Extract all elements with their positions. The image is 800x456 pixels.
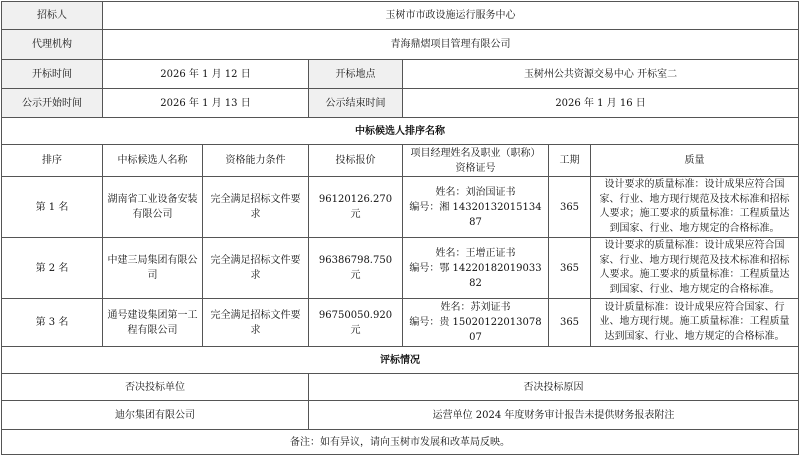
period-cell: 365 bbox=[549, 238, 591, 299]
evaluation-title: 评标情况 bbox=[2, 347, 799, 374]
col-header-quality: 质量 bbox=[591, 145, 799, 177]
publicity-start-label: 公示开始时间 bbox=[2, 89, 103, 118]
table-row bbox=[2, 299, 799, 347]
manager-name: 姓名：刘治国证书 bbox=[435, 186, 516, 198]
rank-cell: 第 2 名 bbox=[2, 238, 103, 299]
candidate-name: 湖南省工业设备安装有限公司 bbox=[103, 177, 203, 238]
manager-name: 姓名：王增正证书 bbox=[435, 247, 516, 259]
open-row bbox=[2, 60, 799, 89]
quality-cell: 设计要求的质量标准：设计成果应符合国家、行业、地方现行规范及技术标准和招标人要求。施工要求的质量标准：工程质量达到国家、行业、地方规定的合格标准。 bbox=[591, 238, 799, 299]
tenderer-label: 招标人 bbox=[2, 2, 103, 30]
table-row bbox=[2, 177, 799, 238]
manager-name: 姓名：苏刘证书 bbox=[440, 302, 511, 313]
rejected-reason-label: 否决投标原因 bbox=[309, 374, 799, 401]
note-text: 备注：如有异议，请向玉树市发展和改革局反映。 bbox=[2, 430, 799, 455]
price-cell: 96750050.920 元 bbox=[309, 299, 403, 347]
ranking-title-row bbox=[2, 118, 799, 145]
manager-cert: 编号：贵 1502012201307807 bbox=[409, 317, 542, 343]
publicity-start-value: 2026 年 1 月 13 日 bbox=[103, 89, 309, 118]
open-time-label: 开标时间 bbox=[2, 60, 103, 89]
rejected-unit-label: 否决投标单位 bbox=[2, 374, 309, 401]
col-header-name: 中标候选人名称 bbox=[103, 145, 203, 177]
note-row bbox=[2, 430, 799, 455]
publicity-end-label: 公示结束时间 bbox=[309, 89, 403, 118]
rejected-reason-value: 运营单位 2024 年度财务审计报告未提供财务报表附注 bbox=[309, 401, 799, 430]
price-cell: 96386798.750 元 bbox=[309, 238, 403, 299]
rank-cell: 第 3 名 bbox=[2, 299, 103, 347]
ranking-header-row bbox=[2, 145, 799, 177]
bid-result-table bbox=[1, 1, 799, 455]
price-cell: 96120126.270 元 bbox=[309, 177, 403, 238]
publicity-row bbox=[2, 89, 799, 118]
agency-row bbox=[2, 30, 799, 60]
tenderer-row bbox=[2, 2, 799, 30]
table-row bbox=[2, 238, 799, 299]
publicity-end-value: 2026 年 1 月 16 日 bbox=[403, 89, 799, 118]
rejected-unit-value: 迪尔集团有限公司 bbox=[2, 401, 309, 430]
col-header-price: 投标报价 bbox=[309, 145, 403, 177]
manager-cell bbox=[403, 238, 549, 299]
quality-cell: 设计质量标准：设计成果应符合国家、行业、地方现行规。施工质量标准：工程质量达到国家、行业、地方规定的合格标准。 bbox=[591, 299, 799, 347]
evaluation-title-row bbox=[2, 347, 799, 374]
period-cell: 365 bbox=[549, 299, 591, 347]
candidate-name: 中建三局集团有限公司 bbox=[103, 238, 203, 299]
ranking-title: 中标候选人排序名称 bbox=[2, 118, 799, 145]
open-place-label: 开标地点 bbox=[309, 60, 403, 89]
period-cell: 365 bbox=[549, 177, 591, 238]
qualification-cell: 完全满足招标文件要求 bbox=[203, 299, 309, 347]
quality-cell: 设计要求的质量标准：设计成果应符合国家、行业、地方现行规范及技术标准和招标人要求；施工要求的质量标准：工程质量达到国家、行业、地方规定的合格标准。 bbox=[591, 177, 799, 238]
agency-value: 青海鼎熠项目管理有限公司 bbox=[103, 30, 799, 60]
rank-cell: 第 1 名 bbox=[2, 177, 103, 238]
qualification-cell: 完全满足招标文件要求 bbox=[203, 177, 309, 238]
agency-label: 代理机构 bbox=[2, 30, 103, 60]
col-header-qualification: 资格能力条件 bbox=[203, 145, 309, 177]
tenderer-value: 玉树市市政设施运行服务中心 bbox=[103, 2, 799, 30]
col-header-rank: 排序 bbox=[2, 145, 103, 177]
candidate-name: 通号建设集团第一工程有限公司 bbox=[103, 299, 203, 347]
manager-cert: 编号：鄂 1422018201903382 bbox=[409, 262, 542, 289]
qualification-cell: 完全满足招标文件要求 bbox=[203, 238, 309, 299]
col-header-period: 工期 bbox=[549, 145, 591, 177]
evaluation-value-row bbox=[2, 401, 799, 430]
col-header-manager: 项目经理姓名及职业（职称）资格证号 bbox=[403, 145, 549, 177]
manager-cell bbox=[403, 299, 549, 347]
open-time-value: 2026 年 1 月 12 日 bbox=[103, 60, 309, 89]
open-place-value: 玉树州公共资源交易中心 开标室二 bbox=[403, 60, 799, 89]
manager-cert: 编号：湘 1432013201513487 bbox=[409, 201, 542, 228]
manager-cell bbox=[403, 177, 549, 238]
evaluation-header-row bbox=[2, 374, 799, 401]
